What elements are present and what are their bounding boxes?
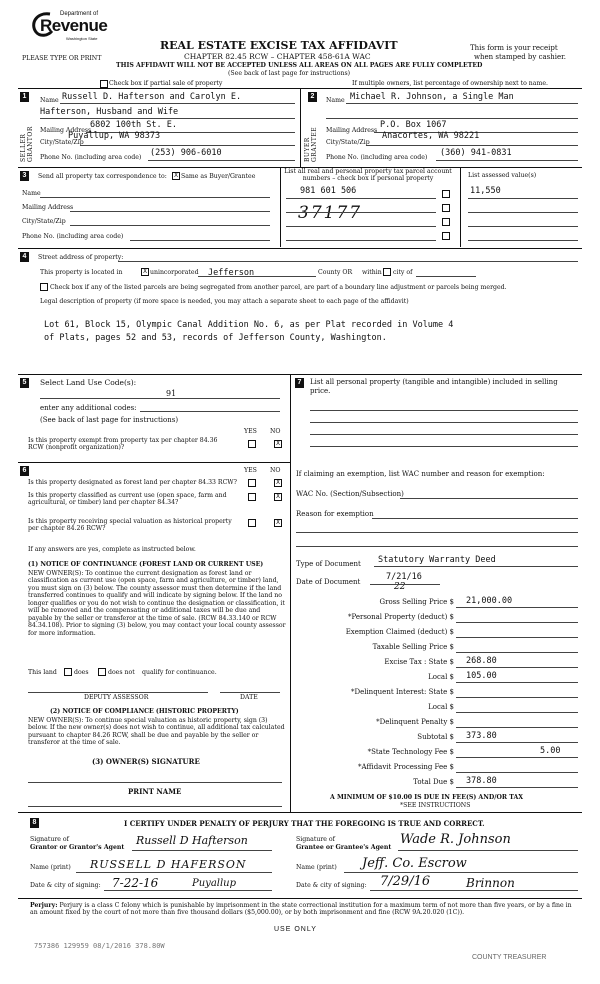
document-date-label: Date of Document [296,578,361,586]
owner-signature-label: (3) OWNER(S) SIGNATURE [92,757,200,766]
segregation-checkbox[interactable] [40,283,48,291]
notice-continuance-title: (1) NOTICE OF CONTINUANCE (FOREST LAND OR CURRENT USE) [28,561,264,568]
document-date[interactable]: 7/21/16 [386,572,422,582]
fin-row-label: *Personal Property (deduct) $ [347,613,454,621]
land-use-label: Select Land Use Code(s): [40,378,137,387]
fin-row-value[interactable]: 105.00 [466,671,497,681]
fin-row-value[interactable]: 5.00 [540,746,561,756]
s6-no-header: NO [270,467,281,474]
handwritten-number: 37177 [298,203,363,223]
historic-yes-checkbox[interactable] [248,519,256,527]
land-does-label: does [74,669,89,676]
perjury-text: Perjury is a class C felony which is punishable by imprisonment in the state correctional institution for a maximum term of not more than five years, or by a fine in an amount fixed by the court of not more than five thousand dollars ($5,000.00), or by both imprisonment and fine (RCW 9A.20.020 (1C)). [30,902,572,917]
notice-continuance-text: NEW OWNER(S): To continue the current designation as forest land or classification as current use (open space, farm and agriculture, or timber) land, you must sign on (3) below. The county assessor must then determine if the land transferred continues to qualify and will indicate by signing below. If the land no longer qualifies or you do not wish to continue the designation or classification, it will be removed and the compensating or additional taxes will be due and payable by the seller or transferor at the time of sale. (RCW 84.33.140 or RCW 84.34.108). Prior to signing (3) below, you may contact your local county assessor for more information. [28,570,286,637]
buyer-signature-label: Signature of [296,836,335,843]
notice-compliance-text: NEW OWNER(S): To continue special valuation as historic property, sign (3) below. If the new owner(s) does not wish to continue, all additional tax calculated pursuant to chapter 84.26 RCW, shall be due and payable by the seller or transferor at the time of sale. [28,717,285,747]
perjury-notice [30,902,578,917]
qualify-label: qualify for continuance. [142,669,217,676]
section-4-number: 4 [20,252,29,262]
buyer-side-label: BUYER GRANTEE [304,126,318,162]
buyer-city-label: City/State/Zip [326,139,370,146]
seller-phone[interactable]: (253) 906-6010 [150,148,222,158]
land-does-not-checkbox[interactable] [98,668,106,676]
unincorporated-checkbox[interactable]: X [142,268,148,275]
assessed-header: List assessed value(s) [468,172,537,179]
buyer-print-name[interactable]: Jeff. Co. Escrow [362,856,467,871]
perjury-label: Perjury: [30,902,58,909]
county-or-label: County OR [318,269,353,276]
legal-description-label: Legal description of property (if more space is needed, you may attach a separate sheet to each page of the affidavit) [40,298,409,305]
buyer-mailing[interactable]: P.O. Box 1067 [380,120,447,130]
corr-city-label: City/State/Zip [22,218,66,225]
logo-top-text: Department of [60,11,99,17]
seller-date-label: Date & city of signing: [30,882,101,889]
seller-signature[interactable]: Russell D Hafterson [136,834,248,847]
section-8-number: 8 [30,818,39,828]
buyer-phone-label: Phone No. (including area code) [326,154,428,161]
multiple-owners-label: If multiple owners, list percentage of ownership next to name. [352,80,548,87]
send-correspondence-label: Send all property tax correspondence to: [38,173,167,180]
s5-no-header: NO [270,428,281,435]
logo-main-text: Revenue [40,16,108,35]
exempt-question: Is this property exempt from property tax per chapter 84.36 RCW (nonprofit organization)? [28,437,218,452]
current-use-yes-checkbox[interactable] [248,493,256,501]
section-1-number: 1 [20,92,29,102]
forest-yes-checkbox[interactable] [248,479,256,487]
seller-city[interactable]: Puyallup, WA 98373 [68,131,161,141]
buyer-signature-label-2: Grantee or Grantee's Agent [296,844,392,851]
seller-sign-date[interactable]: 7-22-16 [112,876,159,890]
parcel-personal-checkbox-4[interactable] [442,232,450,240]
s6-yes-header: YES [244,467,257,474]
use-only-label: USE ONLY [274,926,317,933]
buyer-sign-date[interactable]: 7/29/16 [380,874,431,889]
seller-signature-label-2: Grantor or Grantor's Agent [30,844,125,851]
fin-row-value[interactable]: 268.80 [466,656,497,666]
form-chapter: CHAPTER 82.45 RCW – CHAPTER 458-61A WAC [184,52,371,61]
seller-name[interactable]: Russell D. Hafterson and Carolyn E. [62,92,242,102]
legal-description-line1[interactable]: Lot 61, Block 15, Olympic Canal Addition No. 6, as per Plat recorded in Volume 4 [44,320,454,330]
within-city-checkbox[interactable] [383,268,391,276]
historic-no-checkbox[interactable]: X [275,519,281,526]
receipt-note: This form is your receipt [470,44,558,52]
seller-phone-label: Phone No. (including area code) [40,154,142,161]
land-use-code[interactable]: 91 [166,389,177,398]
wac-label: WAC No. (Section/Subsection) [296,490,404,498]
fin-row-label: *State Technology Fee $ [367,748,454,756]
print-name-label: PRINT NAME [128,787,182,796]
land-use-see-back: (See back of last page for instructions) [40,416,179,424]
fin-row-value[interactable]: 378.80 [466,776,497,786]
land-does-not-label: does not [108,669,135,676]
section-5-number: 5 [20,378,29,388]
county-treasurer-stamp: COUNTY TREASURER [472,954,547,961]
seller-mailing-label: Mailing Address [40,127,92,134]
document-date-correction: 22 [394,582,406,592]
buyer-name-label: Name [326,97,345,104]
buyer-phone[interactable]: (360) 941-0831 [440,148,512,158]
forest-no-checkbox[interactable]: X [275,479,281,486]
parcel-personal-checkbox-1[interactable] [442,190,450,198]
deputy-date-label: DATE [240,694,258,701]
seller-mailing[interactable]: 6802 100th St. E. [90,120,177,130]
partial-sale-label: Check box if partial sale of property [109,80,223,87]
s5-yes-header: YES [244,428,257,435]
fin-row-label: *Delinquent Penalty $ [376,718,454,726]
see-instructions-note: *SEE INSTRUCTIONS [400,802,471,809]
current-use-no-checkbox[interactable]: X [275,493,281,500]
street-address-label: Street address of property: [38,254,124,261]
fin-row-label: Excise Tax : State $ [384,658,454,666]
same-as-buyer-checkbox[interactable]: X [173,172,179,179]
cashier-stamp: 757386 129959 08/1/2016 378.80W [34,942,165,950]
fin-row-label: Gross Selling Price $ [379,598,454,606]
partial-sale-checkbox[interactable] [100,80,108,88]
seller-side-label: SELLER GRANTOR [20,126,34,162]
corr-name-label: Name [22,190,41,197]
if-any-yes-note: If any answers are yes, complete as instructed below. [28,546,196,553]
fin-row-label: *Delinquent Interest: State $ [350,688,454,696]
corr-mailing-label: Mailing Address [22,204,74,211]
reason-label: Reason for exemption [296,510,374,518]
city-of-label: city of [393,269,413,276]
fin-row-label: Local $ [428,673,454,681]
historic-question: Is this property receiving special valuation as historical property per chapter 84.26 RCW? [28,518,232,533]
logo-sub-text: Washington State [66,36,98,41]
receipt-note-2: when stamped by cashier. [474,53,566,61]
form-see-back: (See back of last page for instructions) [228,70,351,77]
buyer-sign-city[interactable]: Brinnon [466,876,515,890]
dor-logo [28,8,108,50]
forest-question: Is this property designated as forest land per chapter 84.33 RCW? [28,479,237,486]
section-6-number: 6 [20,466,29,476]
parcel-personal-checkbox-2[interactable] [442,204,450,212]
fin-row-label: Total Due $ [413,778,454,786]
land-does-checkbox[interactable] [64,668,72,676]
exemption-label: If claiming an exemption, list WAC number and reason for exemption: [296,470,545,478]
seller-sign-city[interactable]: Puyallup [192,878,237,889]
buyer-date-label: Date & city of signing: [296,882,367,889]
buyer-city[interactable]: Anacortes, WA 98221 [382,131,480,141]
personal-property-label: List all personal property (tangible and intangible) included in selling price. [310,378,558,395]
seller-name-line2[interactable]: Hafterson, Husband and Wife [40,107,179,117]
document-type[interactable]: Statutory Warranty Deed [378,555,496,565]
exempt-yes-checkbox[interactable] [248,440,256,448]
assessed-value[interactable]: 11,550 [470,186,501,196]
minimum-fee-note: A MINIMUM OF $10.00 IS DUE IN FEE(S) AND/OR TAX [330,794,524,801]
unincorporated-label: unincorporated [150,269,199,276]
county-name[interactable]: Jefferson [208,268,255,278]
section-7-number: 7 [295,378,304,388]
within-label: within [362,269,382,276]
this-land-label: This land [28,669,57,676]
section-3-number: 3 [20,171,29,181]
buyer-name[interactable]: Michael R. Johnson, a Single Man [350,92,514,102]
fin-row-label: Taxable Selling Price $ [372,643,454,651]
corr-phone-label: Phone No. (including area code) [22,233,124,240]
fin-row-value[interactable]: 373.80 [466,731,497,741]
segregation-label: Check box if any of the listed parcels are being segregated from another parcel, are part of a boundary line adjustment or parcels being merged. [50,284,507,291]
document-type-label: Type of Document [296,560,361,568]
seller-print-name[interactable]: RUSSELL D HAFERSON [90,858,247,871]
buyer-print-label: Name (print) [296,864,337,871]
notice-compliance-title: (2) NOTICE OF COMPLIANCE (HISTORIC PROPERTY) [50,708,239,715]
form-title: REAL ESTATE EXCISE TAX AFFIDAVIT [160,39,398,52]
exempt-no-checkbox[interactable]: X [275,440,281,447]
parcel-number[interactable]: 981 601 506 [300,186,357,196]
seller-signature-label: Signature of [30,836,69,843]
buyer-signature[interactable]: Wade R. Johnson [400,832,511,847]
fin-row-label: Subtotal $ [417,733,454,741]
current-use-question: Is this property classified as current use (open space, farm and agricultural, or timber) land per chapter 84.34? [28,492,227,507]
certify-statement: I CERTIFY UNDER PENALTY OF PERJURY THAT THE FOREGOING IS TRUE AND CORRECT. [124,819,485,828]
deputy-assessor-label: DEPUTY ASSESSOR [84,694,149,701]
fin-row-label: *Affidavit Processing Fee $ [358,763,454,771]
located-label: This property is located in [40,269,123,276]
fin-row-value[interactable]: 21,000.00 [466,596,513,606]
buyer-mailing-label: Mailing Address [326,127,378,134]
fin-row-label: Local $ [428,703,454,711]
legal-description-line2[interactable]: of Plats, pages 52 and 53, records of Jefferson County, Washington. [44,333,387,343]
seller-city-label: City/State/Zip [40,139,84,146]
parcel-personal-checkbox-3[interactable] [442,218,450,226]
seller-name-label: Name [40,97,59,104]
section-2-number: 2 [308,92,317,102]
parcel-header: List all real and personal property tax parcel account numbers – check box if personal property [284,168,452,183]
seller-print-label: Name (print) [30,864,71,871]
same-as-buyer-label: Same as Buyer/Grantee [181,173,256,180]
form-warning: THIS AFFIDAVIT WILL NOT BE ACCEPTED UNLESS ALL AREAS ON ALL PAGES ARE FULLY COMPLETED [116,62,483,69]
fin-row-label: Exemption Claimed (deduct) $ [345,628,454,636]
please-type: PLEASE TYPE OR PRINT [22,55,102,62]
additional-codes-label: enter any additional codes: [40,404,137,412]
